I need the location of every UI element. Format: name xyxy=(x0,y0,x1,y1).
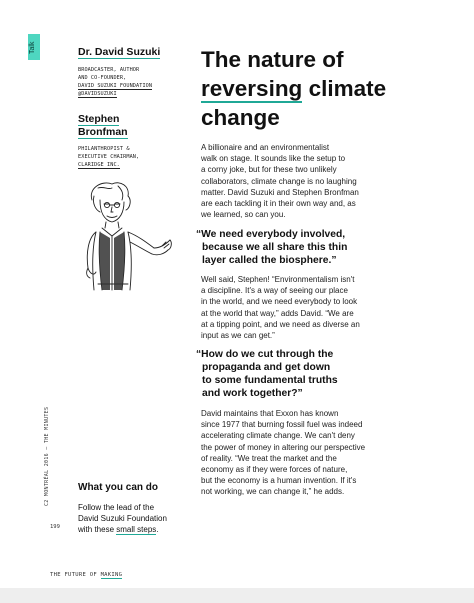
text-line: of reality. “We treat the market and the xyxy=(201,453,337,463)
intro-paragraph xyxy=(201,142,359,220)
meta-line: EXECUTIVE CHAIRMAN, xyxy=(78,154,140,160)
bottom-band xyxy=(0,588,474,603)
text-line: . xyxy=(156,525,159,535)
twitter-handle-link[interactable]: @DAVIDSUZUKI xyxy=(78,91,117,97)
text-line: walk on stage. It sounds like the setup to xyxy=(201,154,346,164)
title-line: change xyxy=(201,105,280,130)
speaker-sketch-illustration xyxy=(74,178,174,298)
paragraph-2 xyxy=(201,274,360,341)
speaker-meta-bronfman xyxy=(78,145,139,169)
text-line: in the world, and we need everybody to look xyxy=(201,297,358,307)
paragraph-3 xyxy=(201,408,365,498)
text-line: a corny joke, but for these two unlikely xyxy=(201,165,337,175)
pull-quote-1 xyxy=(196,228,347,267)
quote-line: “How do we cut through the xyxy=(196,349,334,360)
text-line: accelerating climate change. We can't deny xyxy=(201,431,355,441)
text-line: matter. David Suzuki and Stephen Bronfman xyxy=(201,187,359,197)
footer-prefix: THE FUTURE OF xyxy=(50,572,101,578)
text-line: collaborators, climate change is no laughing xyxy=(201,176,357,186)
text-line: A billionaire and an environmentalist xyxy=(201,143,330,152)
text-line: David maintains that Exxon has known xyxy=(201,409,339,418)
section-tab[interactable] xyxy=(28,34,40,60)
pull-quote-2 xyxy=(196,348,338,400)
vertical-publication-label: C2 MONTRÉAL 2016 — THE MINUTES xyxy=(44,406,50,506)
text-line: at the world that way,” adds David. “We are xyxy=(201,308,354,318)
text-line: economy as if they were forces of nature, xyxy=(201,465,348,475)
speaker-name-bronfman: Stephen Bronfman xyxy=(78,113,128,138)
text-line: since 1977 that burning fossil fuel was indeed xyxy=(201,420,363,430)
quote-line: layer called the biosphere.” xyxy=(202,255,337,266)
quote-line: because we all share this thin xyxy=(202,242,348,253)
text-line: not working, we can change it,” he adds. xyxy=(201,487,345,497)
text-line: but the economy is a human invention. If it's xyxy=(201,476,357,486)
title-highlight: reversing xyxy=(201,76,303,101)
text-line: at a tipping point, and we need as diverse an xyxy=(201,319,360,329)
text-line: with these xyxy=(78,525,117,535)
quote-line: to some fundamental truths xyxy=(202,375,338,386)
footer-link[interactable]: MAKING xyxy=(100,572,123,578)
page-number: 199 xyxy=(50,524,60,530)
meta-line: BROADCASTER, AUTHOR xyxy=(78,67,140,73)
foundation-link[interactable]: DAVID SUZUKI FOUNDATION xyxy=(78,83,153,89)
text-line: the power of money in altering our perspective xyxy=(201,442,366,452)
text-line: input as we can get.” xyxy=(201,331,275,341)
claridge-link[interactable]: CLARIDGE INC. xyxy=(78,162,120,168)
title-line: The nature of xyxy=(201,47,344,72)
speaker-meta-suzuki xyxy=(78,66,152,98)
speaker-name-suzuki: Dr. David Suzuki xyxy=(78,46,161,58)
text-line: Well said, Stephen! “Environmentalism isn't xyxy=(201,275,355,284)
what-you-can-do-body xyxy=(78,502,188,536)
what-you-can-do-heading: What you can do xyxy=(78,482,158,493)
text-line: we learned, so can you. xyxy=(201,210,286,220)
text-line: David Suzuki Foundation xyxy=(78,514,167,524)
page-footer xyxy=(50,572,122,578)
quote-line: propaganda and get down xyxy=(202,362,331,373)
title-line: climate xyxy=(302,76,387,101)
quote-line: “We need everybody involved, xyxy=(196,229,346,240)
meta-line: AND CO-FOUNDER, xyxy=(78,75,127,81)
section-tab-label: Talk xyxy=(29,41,36,54)
small-steps-link[interactable]: small steps xyxy=(116,525,157,535)
meta-line: PHILANTHROPIST & xyxy=(78,146,130,152)
text-line: Follow the lead of the xyxy=(78,503,155,512)
text-line: are each tackling it in their own way and, as xyxy=(201,199,356,209)
text-line: a discipline. It's a way of seeing our place xyxy=(201,286,348,296)
quote-line: and work together?” xyxy=(202,388,303,399)
article-title xyxy=(201,45,451,132)
